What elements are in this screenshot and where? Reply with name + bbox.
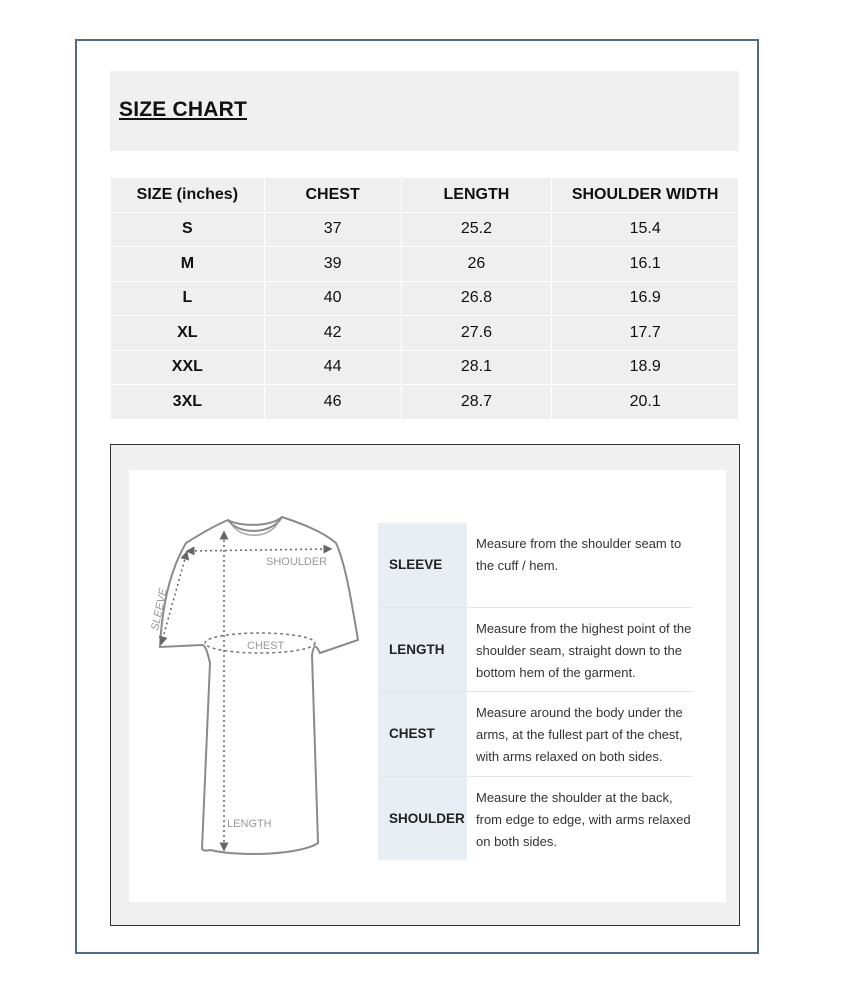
table-row (111, 281, 739, 316)
guide-term: LENGTH (378, 608, 467, 692)
sleeve-label: SLEEVE (149, 587, 170, 632)
table-row (111, 385, 739, 420)
size-table (110, 177, 739, 420)
cell-size: L (111, 281, 265, 316)
cell-length: 26.8 (401, 281, 552, 316)
cell-chest: 39 (264, 247, 401, 282)
page-title: SIZE CHART (119, 98, 247, 121)
guide-description: Measure from the highest point of the shoulder seam, straight down to the bottom hem of the garment. (476, 620, 692, 680)
length-label: LENGTH (227, 818, 272, 830)
shoulder-label: SHOULDER (266, 556, 328, 568)
guide-description: Measure the shoulder at the back, from edge to edge, with arms relaxed on both sides. (476, 789, 691, 849)
tshirt-illustration (140, 505, 370, 865)
cell-shoulder: 16.9 (552, 281, 739, 316)
cell-length: 26 (401, 247, 552, 282)
guide-term: SHOULDER (378, 777, 467, 861)
header-length: LENGTH (401, 178, 552, 213)
header-shoulder-width: SHOULDER WIDTH (552, 178, 739, 213)
guide-row-shoulder (378, 777, 692, 861)
shoulder-measure-line (190, 549, 328, 551)
cell-chest: 42 (264, 316, 401, 351)
table-header-row (111, 178, 739, 213)
cell-length: 28.1 (401, 350, 552, 385)
guide-description: Measure from the shoulder seam to the cuff / hem. (476, 536, 682, 573)
cell-shoulder: 16.1 (552, 247, 739, 282)
guide-row-sleeve (378, 523, 692, 608)
cell-size: 3XL (111, 385, 265, 420)
table-row (111, 350, 739, 385)
guide-row-length (378, 608, 692, 693)
header-chest: CHEST (264, 178, 401, 213)
table-row (111, 212, 739, 247)
guide-term: CHEST (378, 692, 467, 776)
cell-chest: 40 (264, 281, 401, 316)
table-row (111, 247, 739, 282)
table-row (111, 316, 739, 351)
cell-chest: 37 (264, 212, 401, 247)
cell-length: 25.2 (401, 212, 552, 247)
cell-shoulder: 15.4 (552, 212, 739, 247)
tshirt-outline (160, 517, 358, 854)
cell-size: S (111, 212, 265, 247)
cell-size: XXL (111, 350, 265, 385)
guide-row-chest (378, 692, 692, 777)
cell-shoulder: 17.7 (552, 316, 739, 351)
cell-length: 28.7 (401, 385, 552, 420)
measurement-guide (378, 523, 692, 860)
cell-shoulder: 20.1 (552, 385, 739, 420)
guide-description: Measure around the body under the arms, at the fullest part of the chest, with arms relaxed on both sides. (476, 705, 683, 764)
cell-length: 27.6 (401, 316, 552, 351)
cell-shoulder: 18.9 (552, 350, 739, 385)
cell-size: M (111, 247, 265, 282)
cell-chest: 46 (264, 385, 401, 420)
cell-size: XL (111, 316, 265, 351)
guide-term: SLEEVE (378, 523, 467, 607)
chest-label: CHEST (247, 640, 285, 652)
header-size: SIZE (inches) (111, 178, 265, 213)
cell-chest: 44 (264, 350, 401, 385)
